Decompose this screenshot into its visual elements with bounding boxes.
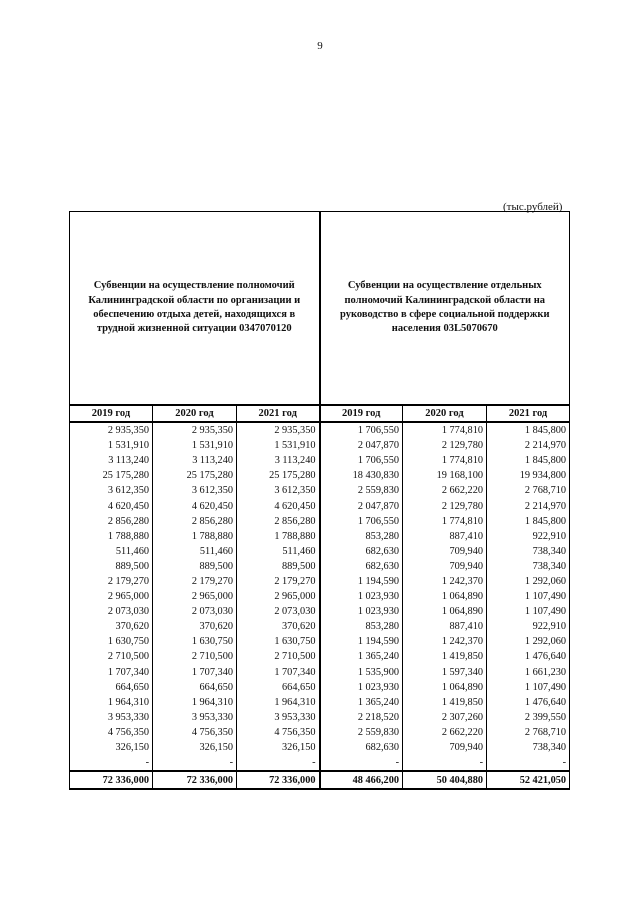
- table-body: [70, 422, 570, 789]
- table-cell: 511,460: [237, 544, 320, 559]
- table-row: [70, 665, 570, 680]
- table-row: [70, 755, 570, 771]
- table-cell: 3 612,350: [153, 483, 237, 498]
- table-cell: 1 476,640: [487, 649, 570, 664]
- table-cell: 2 662,220: [403, 483, 487, 498]
- table-cell: 664,650: [153, 680, 237, 695]
- table-cell: 1 774,810: [403, 514, 487, 529]
- table-cell: 1 023,930: [320, 604, 403, 619]
- table-cell: 2 179,270: [153, 574, 237, 589]
- table-cell: 1 531,910: [237, 438, 320, 453]
- table-cell: 2 965,000: [70, 589, 153, 604]
- table-cell: 738,340: [487, 544, 570, 559]
- table-cell: 1 107,490: [487, 589, 570, 604]
- table-cell: 2 047,870: [320, 438, 403, 453]
- table-cell: 4 756,350: [237, 725, 320, 740]
- table-cell: 682,630: [320, 740, 403, 755]
- table-cell: 2 129,780: [403, 438, 487, 453]
- table-cell: 511,460: [70, 544, 153, 559]
- table-cell: 709,940: [403, 544, 487, 559]
- table-cell: 2 307,260: [403, 710, 487, 725]
- table-cell: 1 788,880: [70, 529, 153, 544]
- table-cell: 664,650: [70, 680, 153, 695]
- table-cell: 1 292,060: [487, 574, 570, 589]
- table-cell: 2 935,350: [237, 422, 320, 438]
- table-cell: 2 856,280: [70, 514, 153, 529]
- table-cell: 1 476,640: [487, 695, 570, 710]
- table-cell: 2 179,270: [237, 574, 320, 589]
- table-row: [70, 422, 570, 438]
- table-cell: 887,410: [403, 529, 487, 544]
- table-row: [70, 483, 570, 498]
- table-cell: 326,150: [70, 740, 153, 755]
- table-cell: 1 194,590: [320, 574, 403, 589]
- table-cell: 682,630: [320, 544, 403, 559]
- page-number: 9: [317, 40, 323, 52]
- total-row: [70, 771, 570, 789]
- table-row: [70, 529, 570, 544]
- table-cell: 922,910: [487, 529, 570, 544]
- table-cell: -: [153, 755, 237, 771]
- table-cell: 2 768,710: [487, 725, 570, 740]
- table-row: [70, 453, 570, 468]
- table-cell: 1 064,890: [403, 604, 487, 619]
- table-cell: 2 710,500: [237, 649, 320, 664]
- table-row: [70, 680, 570, 695]
- units-label: (тыс.рублей): [503, 201, 563, 213]
- table-cell: 709,940: [403, 559, 487, 574]
- table-cell: 889,500: [70, 559, 153, 574]
- table-cell: 4 620,450: [153, 498, 237, 513]
- table-cell: 326,150: [153, 740, 237, 755]
- table-cell: 2 073,030: [237, 604, 320, 619]
- subventions-table: [69, 211, 570, 790]
- table-cell: 4 620,450: [70, 498, 153, 513]
- table-cell: 738,340: [487, 740, 570, 755]
- table-row: [70, 544, 570, 559]
- year-header: 2021 год: [237, 405, 320, 422]
- total-cell: 52 421,050: [487, 771, 570, 789]
- table-cell: 853,280: [320, 529, 403, 544]
- total-cell: 72 336,000: [153, 771, 237, 789]
- table-cell: 19 168,100: [403, 468, 487, 483]
- table-cell: -: [237, 755, 320, 771]
- header-social-support: Субвенции на осуществление отдельных полномочий Калининградской области на руководство в сфере социальной поддержки населения 03L5070670: [320, 212, 570, 406]
- table-cell: 3 113,240: [237, 453, 320, 468]
- table-cell: 4 756,350: [153, 725, 237, 740]
- year-header: 2019 год: [320, 405, 403, 422]
- table-cell: 889,500: [237, 559, 320, 574]
- table-cell: 2 965,000: [237, 589, 320, 604]
- table-cell: 2 856,280: [237, 514, 320, 529]
- table-cell: 1 107,490: [487, 680, 570, 695]
- table-cell: 738,340: [487, 559, 570, 574]
- table-cell: 2 710,500: [153, 649, 237, 664]
- table-cell: 2 935,350: [153, 422, 237, 438]
- table-cell: 709,940: [403, 740, 487, 755]
- table-cell: 1 242,370: [403, 574, 487, 589]
- table-cell: 1 292,060: [487, 634, 570, 649]
- year-header: 2019 год: [70, 405, 153, 422]
- table-cell: 1 597,340: [403, 665, 487, 680]
- table-row: [70, 725, 570, 740]
- table-cell: 1 661,230: [487, 665, 570, 680]
- table-cell: 1 774,810: [403, 422, 487, 438]
- total-cell: 50 404,880: [403, 771, 487, 789]
- table-cell: 2 214,970: [487, 438, 570, 453]
- year-header: 2021 год: [487, 405, 570, 422]
- table-cell: 2 710,500: [70, 649, 153, 664]
- table-cell: 1 531,910: [153, 438, 237, 453]
- table-cell: 664,650: [237, 680, 320, 695]
- header-children-rest: Субвенции на осуществление полномочий Калининградской области по организации и обеспечению отдыха детей, находящихся в трудной жизненной ситуации 0347070120: [70, 212, 320, 406]
- table-row: [70, 498, 570, 513]
- table-cell: 1 707,340: [153, 665, 237, 680]
- table-cell: 889,500: [153, 559, 237, 574]
- table-cell: 370,620: [153, 619, 237, 634]
- table-cell: 3 113,240: [70, 453, 153, 468]
- table-cell: 1 630,750: [237, 634, 320, 649]
- table-cell: 18 430,830: [320, 468, 403, 483]
- table-cell: 1 706,550: [320, 422, 403, 438]
- table-row: [70, 695, 570, 710]
- table-cell: -: [403, 755, 487, 771]
- table-cell: 2 856,280: [153, 514, 237, 529]
- table-cell: 1 419,850: [403, 695, 487, 710]
- table-row: [70, 604, 570, 619]
- table-cell: 2 559,830: [320, 483, 403, 498]
- table-header-row: [70, 212, 570, 406]
- table-row: [70, 619, 570, 634]
- table-cell: 1 064,890: [403, 589, 487, 604]
- table-cell: 1 845,800: [487, 422, 570, 438]
- table-cell: 25 175,280: [70, 468, 153, 483]
- table-cell: 511,460: [153, 544, 237, 559]
- table-cell: 1 531,910: [70, 438, 153, 453]
- table-cell: 1 630,750: [153, 634, 237, 649]
- table-row: [70, 710, 570, 725]
- table-cell: -: [487, 755, 570, 771]
- table-cell: 2 073,030: [70, 604, 153, 619]
- table-cell: 3 953,330: [153, 710, 237, 725]
- table-cell: 2 047,870: [320, 498, 403, 513]
- table-cell: -: [320, 755, 403, 771]
- total-cell: 72 336,000: [70, 771, 153, 789]
- table-cell: 1 706,550: [320, 514, 403, 529]
- table-cell: 2 073,030: [153, 604, 237, 619]
- table-row: [70, 649, 570, 664]
- table-cell: 1 365,240: [320, 649, 403, 664]
- table-cell: 1 964,310: [70, 695, 153, 710]
- table-row: [70, 589, 570, 604]
- table-cell: 2 179,270: [70, 574, 153, 589]
- table-cell: 1 774,810: [403, 453, 487, 468]
- table-cell: 2 965,000: [153, 589, 237, 604]
- table-cell: 1 535,900: [320, 665, 403, 680]
- table-cell: 2 662,220: [403, 725, 487, 740]
- table-cell: 1 707,340: [70, 665, 153, 680]
- table-cell: 4 620,450: [237, 498, 320, 513]
- table-cell: 1 194,590: [320, 634, 403, 649]
- table-cell: 1 064,890: [403, 680, 487, 695]
- table-cell: -: [70, 755, 153, 771]
- table-cell: 3 953,330: [237, 710, 320, 725]
- table-cell: 1 365,240: [320, 695, 403, 710]
- table-cell: 682,630: [320, 559, 403, 574]
- table-cell: 1 107,490: [487, 604, 570, 619]
- table-cell: 3 612,350: [70, 483, 153, 498]
- table-cell: 1 788,880: [237, 529, 320, 544]
- table-cell: 2 218,520: [320, 710, 403, 725]
- table-cell: 2 935,350: [70, 422, 153, 438]
- table-cell: 887,410: [403, 619, 487, 634]
- table-cell: 2 214,970: [487, 498, 570, 513]
- table-cell: 25 175,280: [153, 468, 237, 483]
- table-row: [70, 514, 570, 529]
- total-cell: 48 466,200: [320, 771, 403, 789]
- table-cell: 1 707,340: [237, 665, 320, 680]
- table-cell: 1 845,800: [487, 514, 570, 529]
- table-row: [70, 634, 570, 649]
- total-cell: 72 336,000: [237, 771, 320, 789]
- table-cell: 2 768,710: [487, 483, 570, 498]
- table-cell: 25 175,280: [237, 468, 320, 483]
- table-row: [70, 468, 570, 483]
- table-cell: 1 964,310: [237, 695, 320, 710]
- years-row: [70, 405, 570, 422]
- table-cell: 3 953,330: [70, 710, 153, 725]
- table-cell: 1 788,880: [153, 529, 237, 544]
- table-cell: 2 559,830: [320, 725, 403, 740]
- table-cell: 370,620: [70, 619, 153, 634]
- table-cell: 370,620: [237, 619, 320, 634]
- table-row: [70, 574, 570, 589]
- table-row: [70, 559, 570, 574]
- table-cell: 1 419,850: [403, 649, 487, 664]
- table-cell: 1 023,930: [320, 589, 403, 604]
- table-cell: 3 113,240: [153, 453, 237, 468]
- table-cell: 3 612,350: [237, 483, 320, 498]
- table-row: [70, 438, 570, 453]
- table-cell: 1 845,800: [487, 453, 570, 468]
- table-cell: 19 934,800: [487, 468, 570, 483]
- table-cell: 1 706,550: [320, 453, 403, 468]
- table-cell: 1 242,370: [403, 634, 487, 649]
- table-cell: 2 129,780: [403, 498, 487, 513]
- table-cell: 1 023,930: [320, 680, 403, 695]
- table-cell: 2 399,550: [487, 710, 570, 725]
- year-header: 2020 год: [153, 405, 237, 422]
- table-cell: 1 630,750: [70, 634, 153, 649]
- year-header: 2020 год: [403, 405, 487, 422]
- table-cell: 853,280: [320, 619, 403, 634]
- table-cell: 4 756,350: [70, 725, 153, 740]
- table-cell: 1 964,310: [153, 695, 237, 710]
- table-row: [70, 740, 570, 755]
- table-cell: 922,910: [487, 619, 570, 634]
- table-cell: 326,150: [237, 740, 320, 755]
